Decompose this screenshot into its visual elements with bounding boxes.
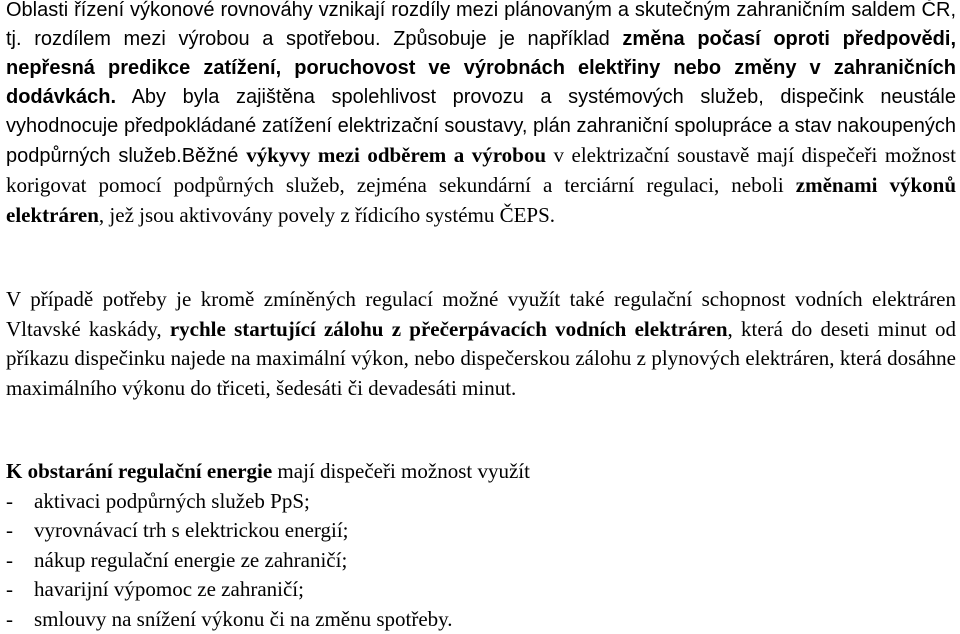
list-item [6,575,956,605]
list-item-text: havarijní výpomoc ze zahraničí; [34,577,304,601]
p1-fluctuations-bold: výkyvy mezi odběrem a výrobou [246,143,546,167]
p1-sentence-8: , jež jsou aktivovány povely z řídicího systému ČEPS. [99,203,555,227]
p1-sentence-4: Běžné [182,145,247,167]
p1-sentence-6: v elektrizační soustavě mají dispečeři možnost korigovat pomocí podpůrných služeb, zejména sekundární a terciární regulaci, neboli [6,143,956,197]
regulation-options-list [6,487,956,634]
p1-power-changes-bold: změnami výkonů elektráren [6,173,956,227]
dash-bullet: - [6,575,13,605]
p2-sentence-3: , která do deseti minut od příkazu dispečinku najede na maximální výkon, nebo dispečerskou zálohu z plynových elektráren, která dosáhne maximálního výkonu do třiceti, šedesáti či devadesáti minut. [6,317,956,400]
dash-bullet: - [6,605,13,634]
paragraph-reserves [6,285,956,403]
p3-lead [6,457,956,487]
list-item [6,487,956,517]
list-item-text: nákup regulační energie ze zahraničí; [34,548,347,572]
paragraph-regulation-energy [6,457,956,634]
list-item [6,546,956,576]
p2-sentence-1: V případě potřeby je kromě zmíněných regulací možné využít také regulační schopnost vodních elektráren Vltavské kaskády, [6,287,956,341]
p2-pumped-storage-bold: rychle startující zálohu z přečerpávacích vodních elektráren [170,317,728,341]
dash-bullet: - [6,546,13,576]
p1-causes-bold: změna počasí oproti předpovědi, nepřesná predikce zatížení, poruchovost ve výrobnách elektřiny nebo změny v zahraničních dodávkách. [6,28,956,108]
list-item [6,605,956,634]
list-item [6,516,956,546]
p3-lead-rest: mají dispečeři možnost využít [272,459,530,483]
list-item-text: vyrovnávací trh s elektrickou energií; [34,518,349,542]
paragraph-balance-control [6,0,956,230]
list-item-text: smlouvy na snížení výkonu či na změnu spotřeby. [34,607,453,631]
p1-sentence-1: Oblasti řízení výkonové rovnováhy vznikají rozdíly mezi plánovaným a skutečným zahraničním saldem ČR, tj. rozdílem mezi výrobou a spotřebou. Způsobuje je například [6,0,956,50]
list-item-text: aktivaci podpůrných služeb PpS; [34,489,310,513]
dash-bullet: - [6,516,13,546]
dash-bullet: - [6,487,13,517]
p1-sentence-3: Aby byla zajištěna spolehlivost provozu a systémových služeb, dispečink neustále vyhodnocuje předpokládané zatížení elektrizační soustavy, plán zahraniční spolupráce a stav nakoupených podpůrných služeb. [6,86,956,167]
p3-lead-bold: K obstarání regulační energie [6,459,272,483]
